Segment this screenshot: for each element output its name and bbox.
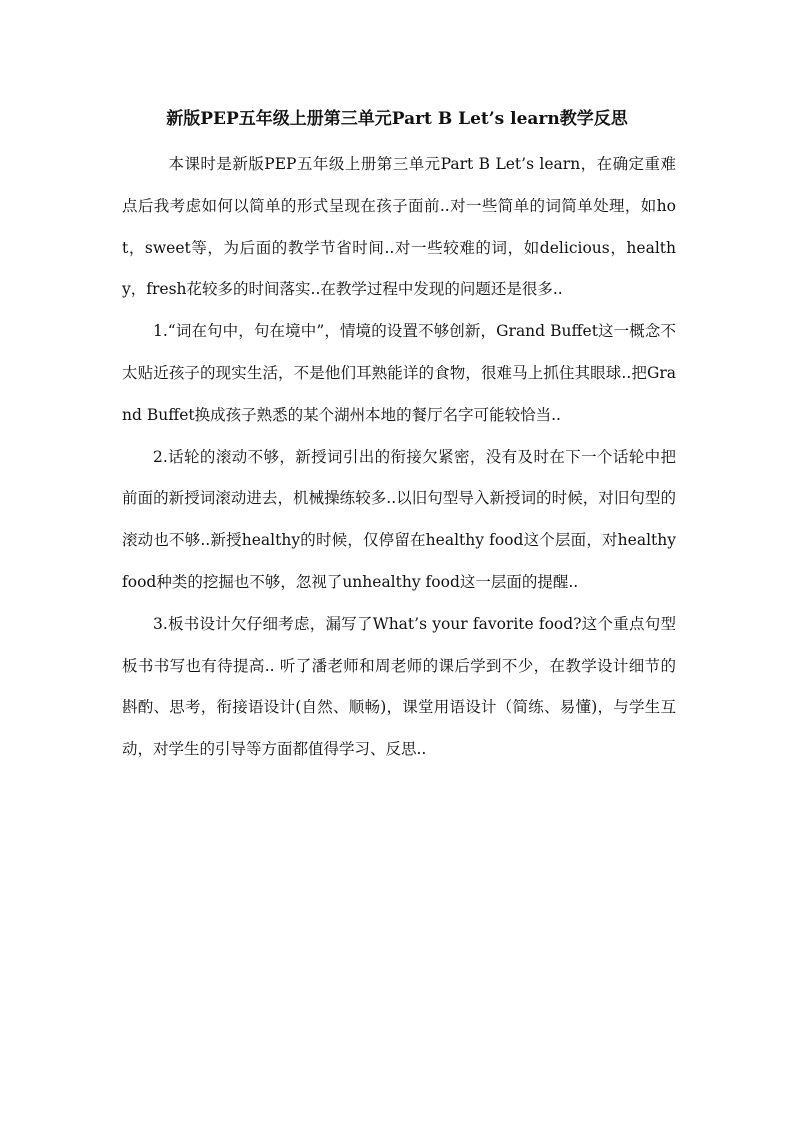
paragraph-point-1: 1.“词在句中，句在境中”，情境的设置不够创新，Grand Buffet这一概念不太贴近孩子的现实生活，不是他们耳熟能详的食物，很难马上抓住其眼球..把Grand Buffet换成孩子熟悉的某个湖州本地的餐厅名字可能较恰当..: [122, 322, 676, 424]
paragraph-intro: 本课时是新版PEP五年级上册第三单元Part B Let’s learn，在确定重难点后我考虑如何以简单的形式呈现在孩子面前..对一些简单的词简单处理，如hot，sweet等，为后面的教学节省时间..对一些较难的词，如delicious，healthy，fresh花较多的时间落实..在教学过程中发现的问题还是很多..: [122, 155, 676, 299]
paragraph-point-3: 3.板书设计欠仔细考虑，漏写了What’s your favorite food?这个重点句型板书书写也有待提高.. 听了潘老师和周老师的课后学到不少，在教学设计细节的斟酌、思考，衔接语设计(自然、顺畅)，课堂用语设计（简练、易懂)，与学生互动，对学生的引导等方面都值得学习、反思..: [122, 614, 676, 759]
document-title: 新版PEP五年级上册第三单元Part B Let’s learn教学反思: [166, 109, 628, 129]
document-body: [122, 144, 676, 771]
paragraph-point-2: 2.话轮的滚动不够，新授词引出的衔接欠紧密，没有及时在下一个话轮中把前面的新授词滚动进去，机械操练较多..以旧句型导入新授词的时候，对旧句型的滚动也不够..新授healthy的时候，仅停留在healthy food这个层面，对healthy food种类的挖掘也不够，忽视了unhealthy food这一层面的提醒..: [122, 447, 676, 591]
